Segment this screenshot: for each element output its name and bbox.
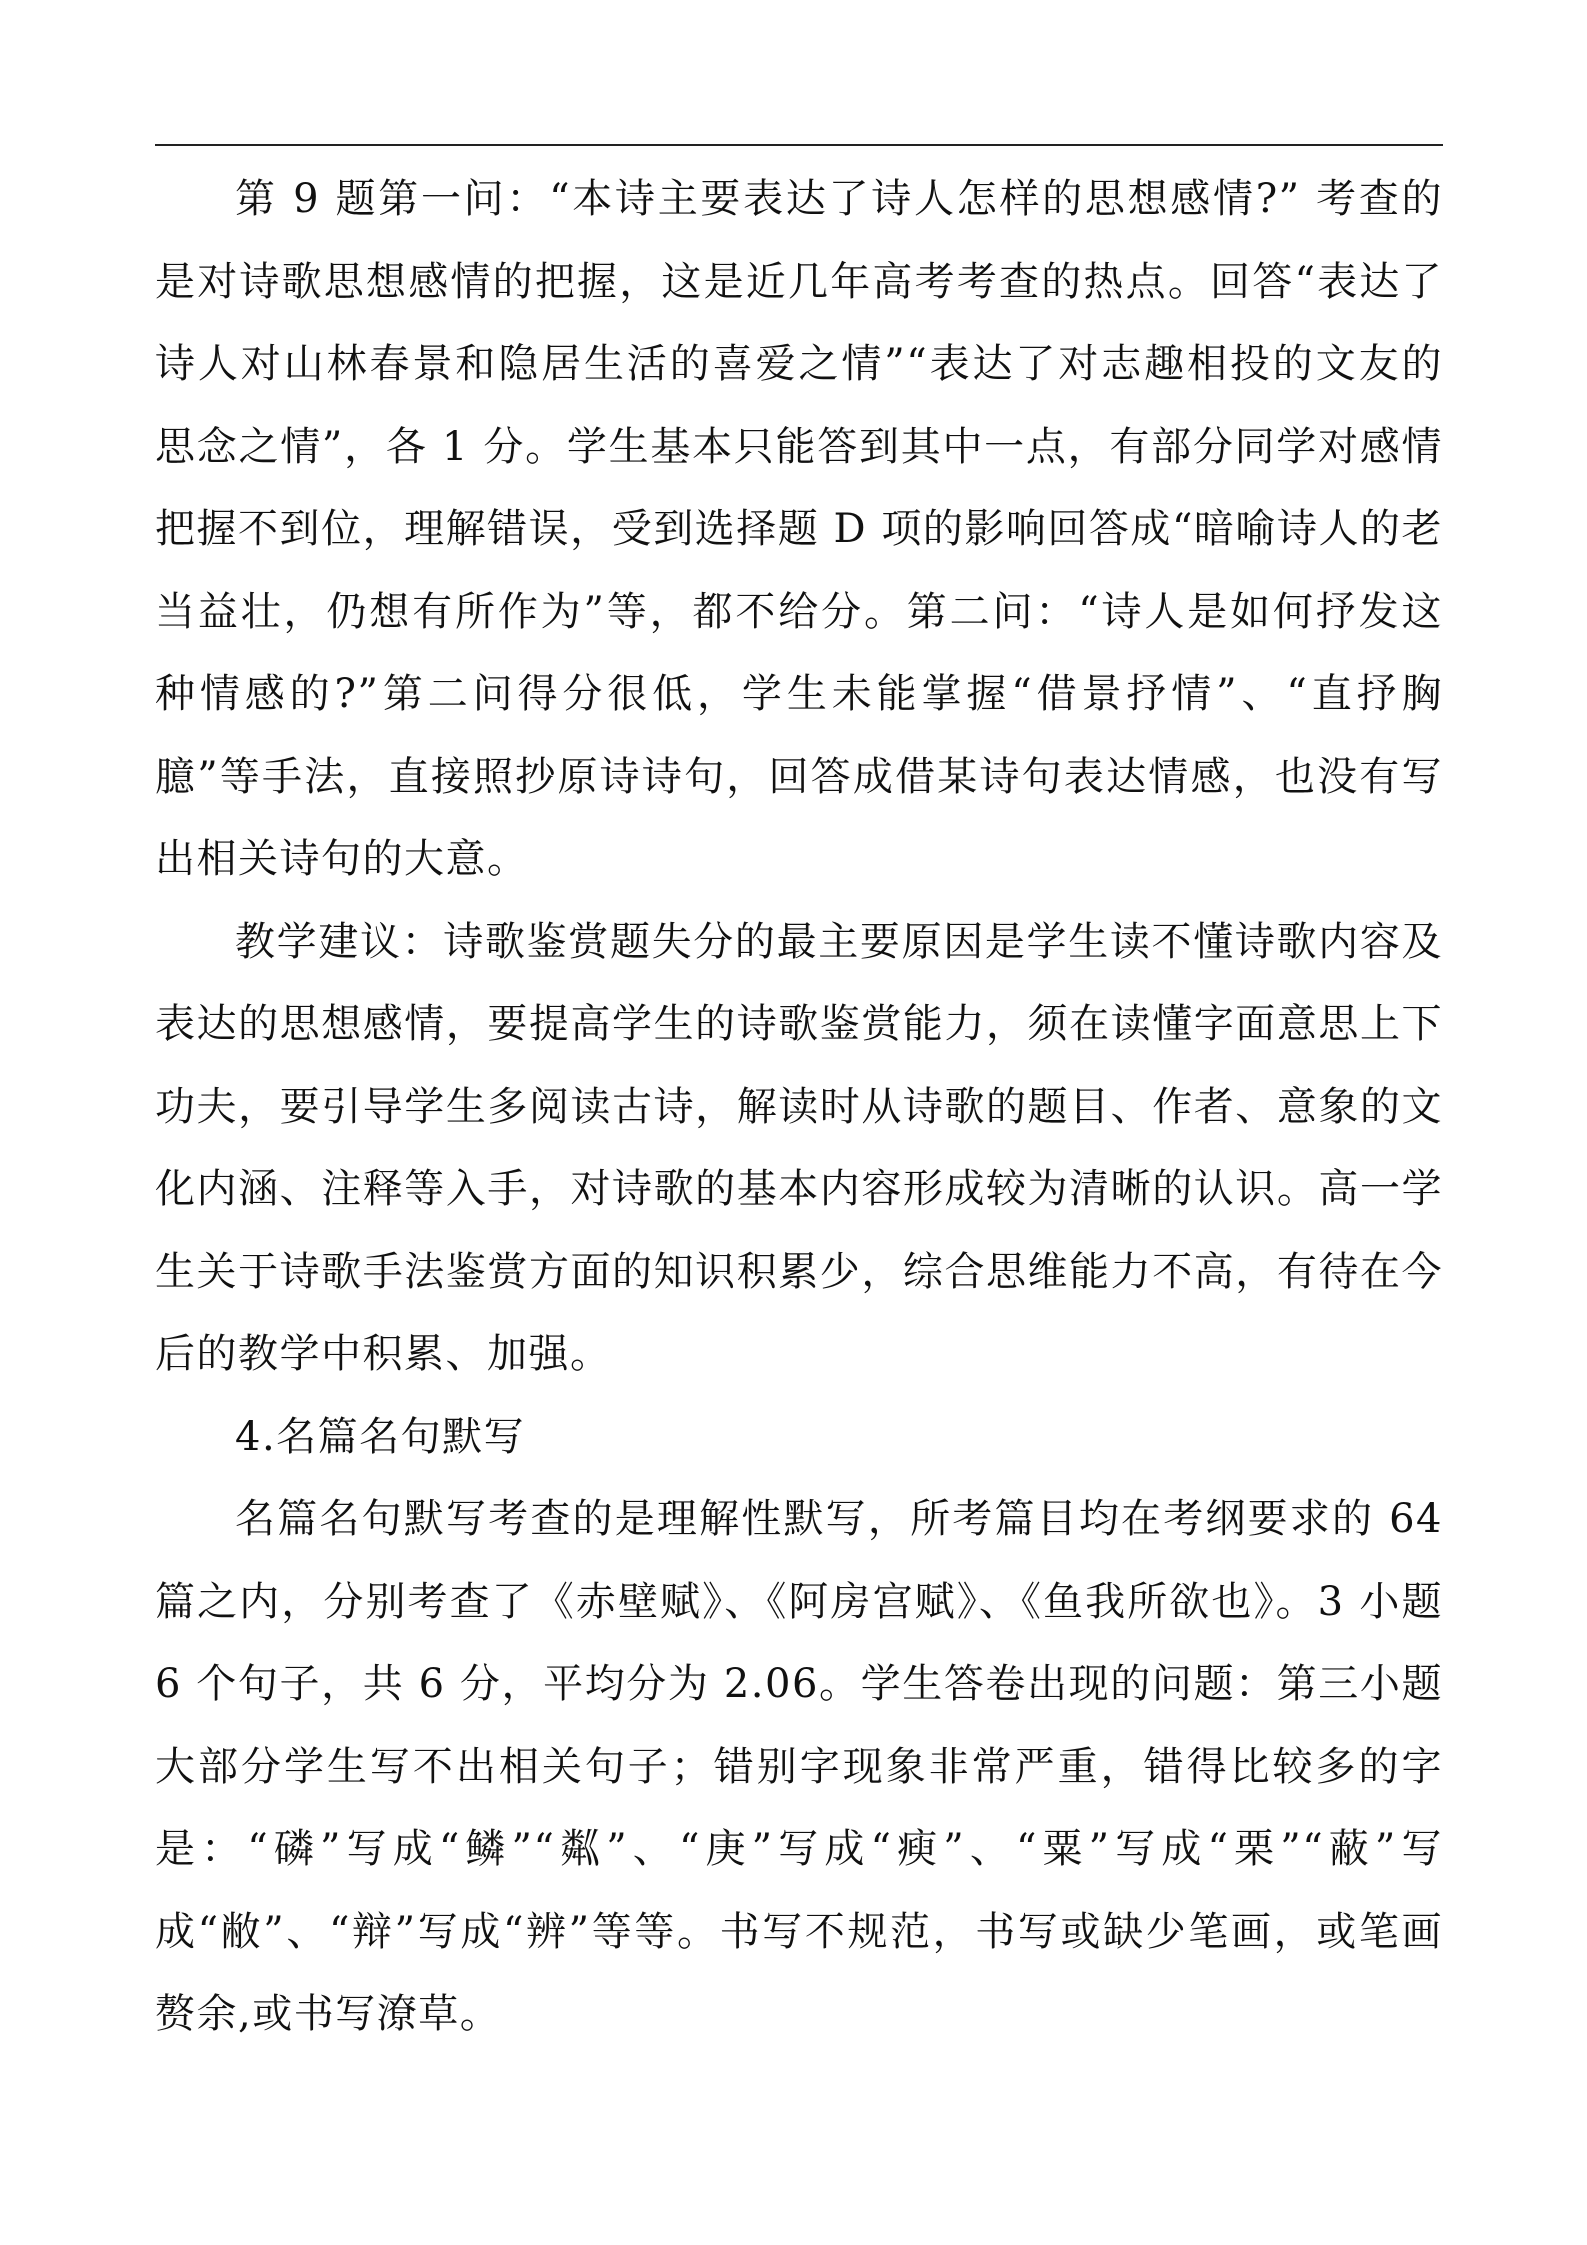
header-rule (155, 144, 1443, 146)
document-page (155, 0, 1443, 2245)
section-heading: 4.名篇名句默写 (235, 1413, 526, 1460)
paragraph-question-9-analysis: 第 9 题第一问：“本诗主要表达了诗人怎样的思想感情?” 考查的是对诗歌思想感情的把握，这是近几年高考考查的热点。回答“表达了诗人对山林春景和隐居生活的喜爱之情”“表达了对志趣相投的文友的思念之情”，各 1 分。学生基本只能答到其中一点，有部分同学对感情把握不到位，理解错误，受到选择题 D 项的影响回答成“暗喻诗人的老当益壮，仍想有所作为”等，都不给分。第二问：“诗人是如何抒发这种情感的?”第二问得分很低，学生未能掌握“借景抒情”、“直抒胸臆”等手法，直接照抄原诗诗句，回答成借某诗句表达情感，也没有写出相关诗句的大意。 (155, 176, 1443, 882)
paragraph-teaching-suggestion: 教学建议：诗歌鉴赏题失分的最主要原因是学生读不懂诗歌内容及表达的思想感情，要提高学生的诗歌鉴赏能力，须在读懂字面意思上下功夫，要引导学生多阅读古诗，解读时从诗歌的题目、作者、意象的文化内涵、注释等入手，对诗歌的基本内容形成较为清晰的认识。高一学生关于诗歌手法鉴赏方面的知识积累少，综合思维能力不高，有待在今后的教学中积累、加强。 (155, 918, 1443, 1377)
paragraph-recitation-analysis: 名篇名句默写考查的是理解性默写，所考篇目均在考纲要求的 64 篇之内，分别考查了《赤壁赋》、《阿房宫赋》、《鱼我所欲也》。3 小题 6 个句子，共 6 分，平均分为 2.06。学生答卷出现的问题：第三小题大部分学生写不出相关句子；错别字现象非常严重，错得比较多的字是：“磷”写成“鳞”“粼”、“庚”写成“瘐”、“粟”写成“栗”“蔽”写成“敝”、“辩”写成“辨”等等。书写不规范，书写或缺少笔画，或笔画赘余,或书写潦草。 (155, 1496, 1443, 2037)
document-body (155, 158, 1443, 2056)
